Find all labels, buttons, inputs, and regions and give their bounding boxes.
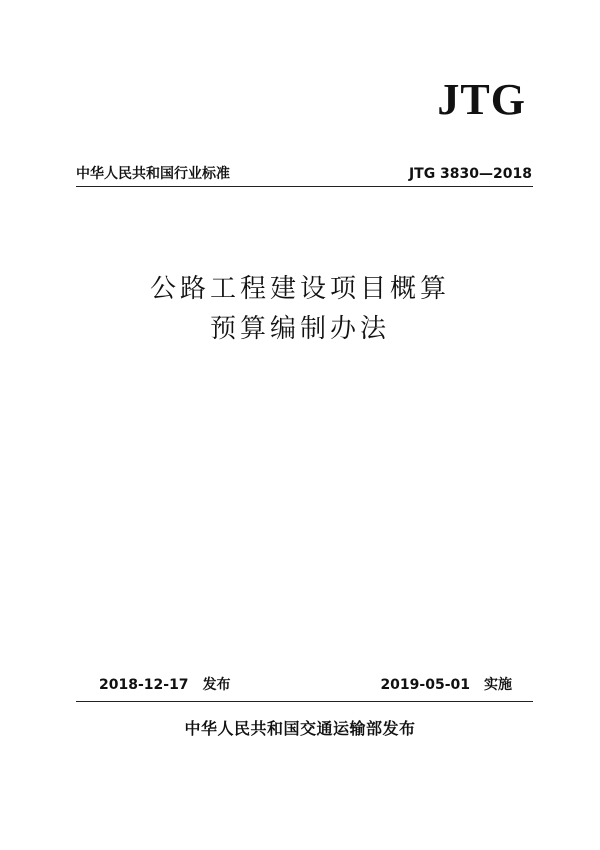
publisher: 中华人民共和国交通运输部发布 xyxy=(184,719,416,738)
header-divider xyxy=(76,186,533,187)
document-title-line-2: 预算编制办法 xyxy=(209,314,390,344)
header-row xyxy=(76,163,532,185)
date-row xyxy=(99,674,512,696)
standard-number: JTG 3830—2018 xyxy=(408,166,532,182)
document-title-line-1: 公路工程建设项目概算 xyxy=(149,274,450,304)
issue-date: 2018-12-17 xyxy=(99,677,189,693)
effective-date: 2019-05-01 xyxy=(380,677,470,693)
effective-info xyxy=(380,674,512,696)
issue-label: 发布 xyxy=(202,677,231,693)
jtg-logo: JTG xyxy=(437,75,526,124)
footer-divider xyxy=(76,701,533,702)
issue-info xyxy=(99,674,231,696)
effective-label: 实施 xyxy=(484,677,512,693)
standard-category: 中华人民共和国行业标准 xyxy=(76,166,230,182)
